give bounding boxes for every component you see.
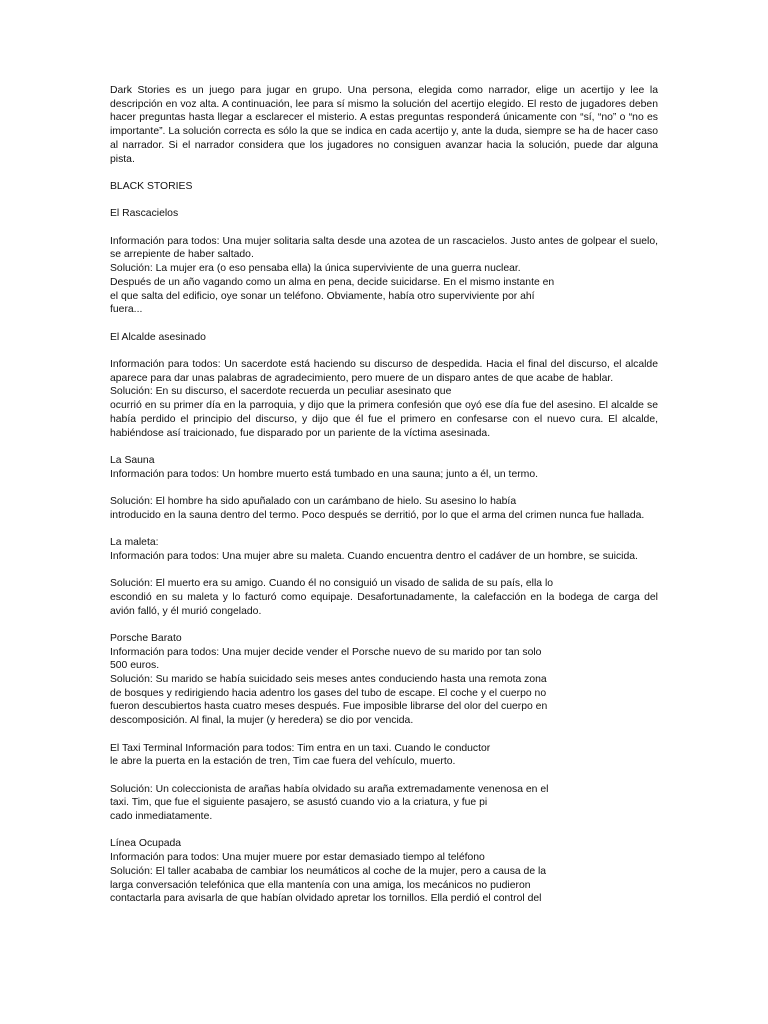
story-solution-line: Después de un año vagando como un alma en pena, decide suicidarse. En el mismo instante en (110, 276, 555, 288)
story-solution-line: Solución: Un coleccionista de arañas había olvidado su araña extremadamente venenosa en el (110, 783, 549, 795)
story-solution-line: de bosques y redirigiendo hacia adentro los gases del tubo de escape. El coche y el cuerpo no (110, 687, 547, 699)
story-info-porsche: Información para todos: Una mujer decide vender el Porsche nuevo de su marido por tan solo (110, 646, 542, 658)
story-title-maleta: La maleta: (110, 537, 159, 549)
story-info-rascacielos: Información para todos: Una mujer solitaria salta desde una azotea de un rascacielos. Justo antes de golpear el suelo, se arrepiente de haber saltado. (110, 235, 658, 261)
story-info-porsche: 500 euros. (110, 660, 160, 672)
story-solution-line: introducido en la sauna dentro del termo. Poco después se derritió, por lo que el arma del crimen nunca fue hallada. (110, 509, 645, 521)
story-title-linea: Línea Ocupada (110, 838, 182, 850)
story-title-alcalde: El Alcalde asesinado (110, 331, 206, 343)
story-solution-line: el que salta del edificio, oye sonar un teléfono. Obviamente, había otro superviviente por ahí (110, 290, 535, 302)
intro-paragraph: Dark Stories es un juego para jugar en grupo. Una persona, elegida como narrador, elige un acertijo y lee la descripción en voz alta. A continuación, lee para sí mismo la solución del acertijo elegido. El resto de jugadores deben hacer preguntas hasta llegar a esclarecer el misterio. A estas preguntas responderá únicamente con “sí, “no” o “no es importante”. La solución correcta es sólo la que se indica en cada acertijo y, ante la duda, siempre se ha de hacer caso al narrador. Si el narrador considera que los jugadores no consiguen avanzar hacia la solución, puede dar alguna pista. (110, 85, 658, 165)
story-info-taxi: le abre la puerta en la estación de tren, Tim cae fuera del vehículo, muerto. (110, 756, 456, 768)
story-solution-line: Solución: El muerto era su amigo. Cuando él no consiguió un visado de salida de su país, ella lo (110, 578, 554, 590)
section-title: BLACK STORIES (110, 180, 193, 192)
story-solution-line: contactarla para avisarla de que habían olvidado apretar los tornillos. Ella perdió el control del (110, 893, 542, 905)
story-info-maleta: Información para todos: Una mujer abre su maleta. Cuando encuentra dentro el cadáver de un hombre, se suicida. (110, 550, 638, 562)
story-info-linea: Información para todos: Una mujer muere por estar demasiado tiempo al teléfono (110, 852, 485, 864)
story-solution-line: descomposición. Al final, la mujer (y heredera) se dio por vencida. (110, 715, 414, 727)
story-info-sauna: Información para todos: Un hombre muerto está tumbado en una sauna; junto a él, un termo. (110, 468, 538, 480)
story-info-alcalde: Información para todos: Un sacerdote está haciendo su discurso de despedida. Hacia el final del discurso, el alcalde aparece para dar unas palabras de agradecimiento, pero muere de un disparo antes de que acabe de hablar. (110, 358, 658, 384)
document-body (110, 84, 658, 906)
story-solution-line: Solución: En su discurso, el sacerdote recuerda un peculiar asesinato que (110, 386, 452, 398)
story-solution-line: fueron descubiertos hasta cuatro meses después. Fue imposible librarse del olor del cuerpo en (110, 701, 548, 713)
story-solution-line: taxi. Tim, que fue el siguiente pasajero, se asustó cuando vio a la criatura, y fue pi (110, 797, 488, 809)
story-solution-line: fuera... (110, 304, 143, 316)
story-title-sauna: La Sauna (110, 454, 155, 466)
story-solution-line: Solución: El hombre ha sido apuñalado con un carámbano de hielo. Su asesino lo había (110, 495, 517, 507)
story-title-rascacielos: El Rascacielos (110, 208, 179, 220)
story-solution-line: cado inmediatamente. (110, 811, 213, 823)
story-title-porsche: Porsche Barato (110, 632, 182, 644)
story-solution-line: Solución: La mujer era (o eso pensaba ella) la única superviviente de una guerra nuclear. (110, 263, 521, 275)
story-solution-line: ocurrió en su primer día en la parroquia, y dijo que la primera confesión que oyó ese día fue del asesino. El alcalde se había perdido el principio del discurso, y dijo que él fue el primero en confesarse con el nuevo cura. El alcalde, habiéndose así traicionado, fue disparado por un pariente de la víctima asesinada. (110, 400, 658, 439)
story-solution-line: escondió en su maleta y lo facturó como equipaje. Desafortunadamente, la calefacción en la bodega de carga del avión falló, y él murió congelado. (110, 591, 658, 617)
story-solution-line: larga conversación telefónica que ella mantenía con una amiga, los mecánicos no pudieron (110, 879, 531, 891)
story-solution-line: Solución: Su marido se había suicidado seis meses antes conduciendo hasta una remota zona (110, 674, 547, 686)
story-title-taxi: El Taxi Terminal Información para todos: Tim entra en un taxi. Cuando le conductor (110, 742, 491, 754)
story-solution-line: Solución: El taller acababa de cambiar los neumáticos al coche de la mujer, pero a causa de la (110, 865, 547, 877)
